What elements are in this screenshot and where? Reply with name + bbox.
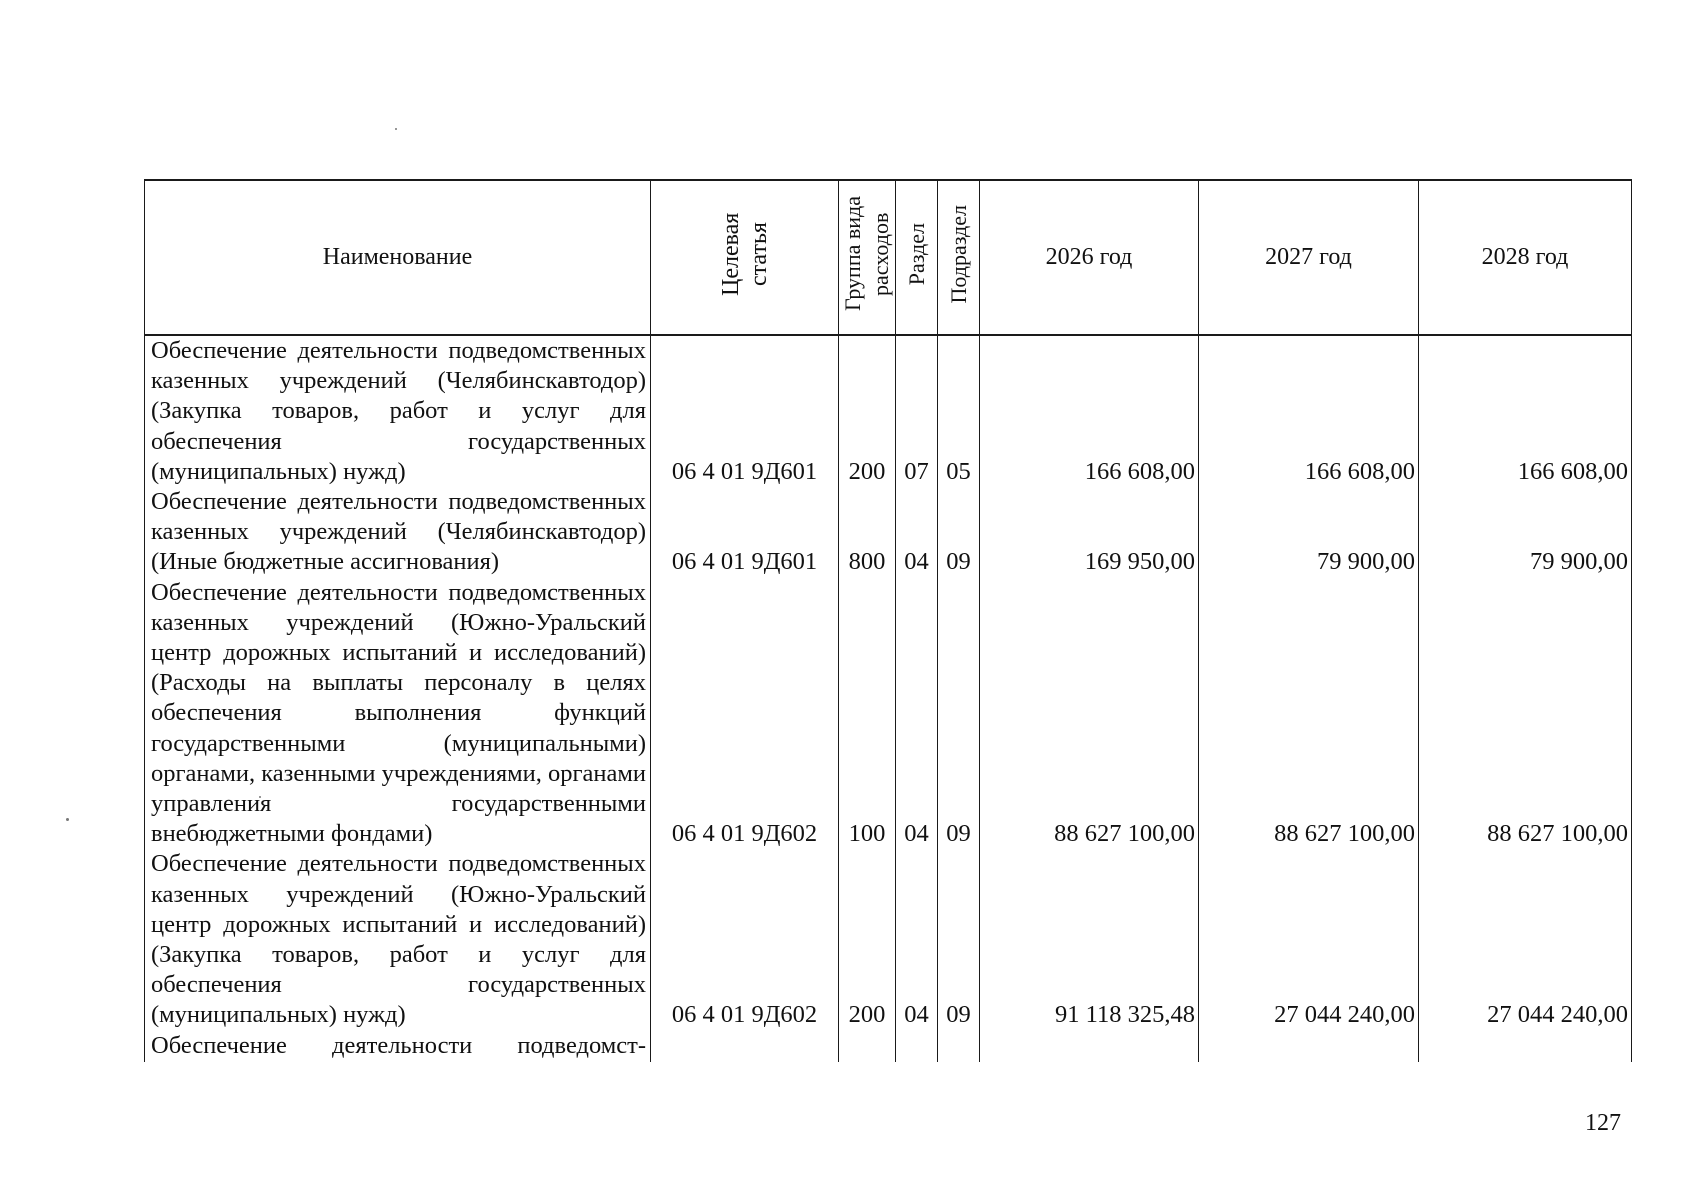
header-name: Наименование [145,180,651,335]
header-year-2028: 2028 год [1419,180,1632,335]
row-name: Обеспечение деятельности подведомственных казенных учреждений (Южно-Уральский центр дорожных испытаний и исследований) (Закупка товаров, работ и услуг для обеспечения государственных (муниципальных) нужд) [145,849,651,1030]
row-section [896,1031,938,1062]
row-expense-group: 200 [839,849,896,1030]
row-expense-group: 100 [839,578,896,850]
page-number: 127 [1585,1110,1621,1136]
row-expense-group [839,1031,896,1062]
row-section: 04 [896,849,938,1030]
row-amount-2027: 27 044 240,00 [1199,849,1419,1030]
header-subsection: Подраздел [938,180,980,335]
header-year-2026: 2026 год [980,180,1199,335]
row-amount-2028: 27 044 240,00 [1419,849,1632,1030]
row-name: Обеспечение деятельности подведомственных казенных учреждений (Челябинскавтодор) (Закупка товаров, работ и услуг для обеспечения государственных (муниципальных) нужд) [145,335,651,487]
row-target-article: 06 4 01 9Д601 [651,487,839,578]
table-row [145,578,1632,850]
row-amount-2026 [980,1031,1199,1062]
scan-speck [66,818,69,821]
row-section: 04 [896,487,938,578]
row-amount-2028 [1419,1031,1632,1062]
row-amount-2028: 79 900,00 [1419,487,1632,578]
row-target-article: 06 4 01 9Д602 [651,849,839,1030]
row-amount-2026: 166 608,00 [980,335,1199,487]
row-expense-group: 200 [839,335,896,487]
row-target-article: 06 4 01 9Д601 [651,335,839,487]
header-year-2027: 2027 год [1199,180,1419,335]
row-section: 07 [896,335,938,487]
row-subsection: 09 [938,487,980,578]
row-subsection: 09 [938,849,980,1030]
row-subsection: 09 [938,578,980,850]
row-amount-2028: 166 608,00 [1419,335,1632,487]
budget-table [144,179,1632,1062]
row-target-article [651,1031,839,1062]
table-row [145,487,1632,578]
row-amount-2026: 88 627 100,00 [980,578,1199,850]
table-header-row [145,180,1632,335]
row-subsection [938,1031,980,1062]
row-expense-group: 800 [839,487,896,578]
row-amount-2028: 88 627 100,00 [1419,578,1632,850]
row-amount-2026: 91 118 325,48 [980,849,1199,1030]
row-subsection: 05 [938,335,980,487]
header-expense-group: Группа вида расходов [839,180,896,335]
row-amount-2027 [1199,1031,1419,1062]
row-amount-2027: 79 900,00 [1199,487,1419,578]
row-name: Обеспечение деятельности подведомственных казенных учреждений (Южно-Уральский центр дорожных испытаний и исследований) (Расходы на выплаты персоналу в целях обеспечения выполнения функций государственными (муниципальными) органами, казенными учреждениями, органами управления государственными внебюджетными фондами) [145,578,651,850]
header-section: Раздел [896,180,938,335]
table-row [145,849,1632,1030]
row-name: Обеспечение деятельности подведомственных казенных учреждений (Челябинскавтодор) (Иные бюджетные ассигнования) [145,487,651,578]
row-target-article: 06 4 01 9Д602 [651,578,839,850]
row-name: Обеспечение деятельности подведомст- [145,1031,651,1062]
header-target-article: Целевая статья [651,180,839,335]
row-section: 04 [896,578,938,850]
table-row-continued [145,1031,1632,1062]
row-amount-2026: 169 950,00 [980,487,1199,578]
table-row [145,335,1632,487]
scan-speck [395,128,397,130]
row-amount-2027: 88 627 100,00 [1199,578,1419,850]
row-amount-2027: 166 608,00 [1199,335,1419,487]
